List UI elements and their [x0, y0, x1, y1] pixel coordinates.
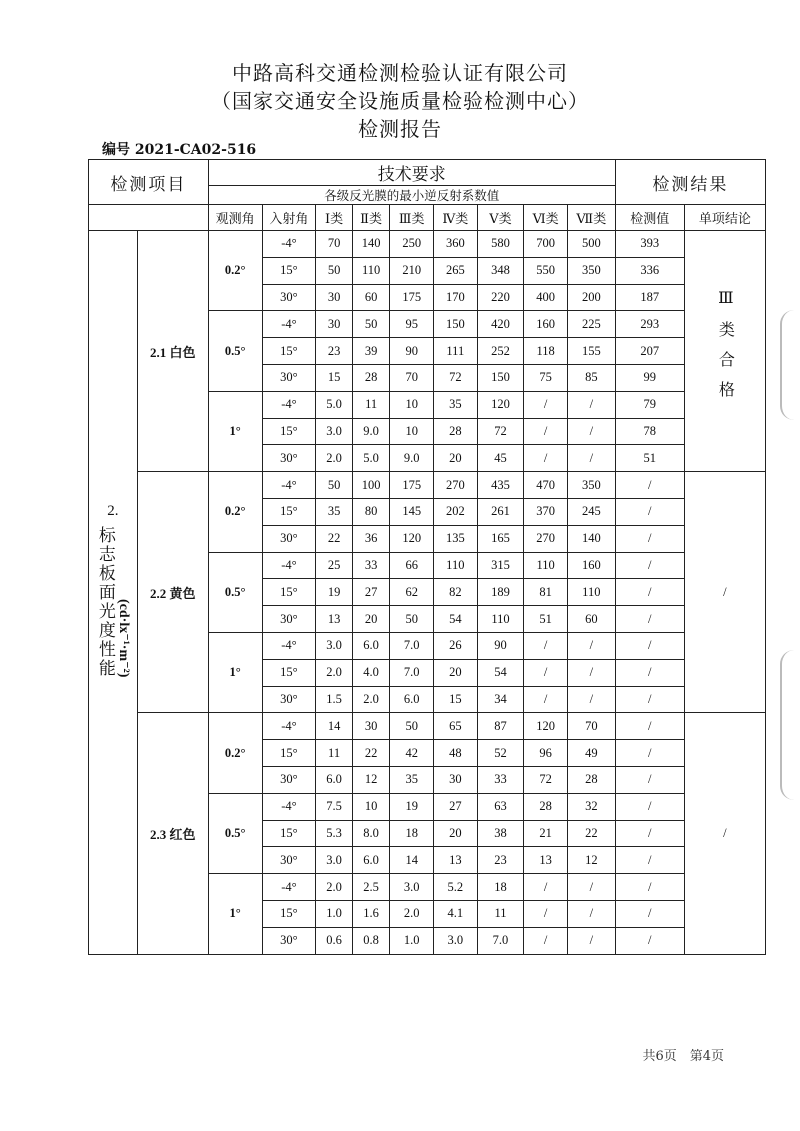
- class-4-value: 265: [434, 257, 478, 284]
- class-5-value: 52: [477, 740, 524, 767]
- class-5-value: 189: [477, 579, 524, 606]
- class-1-value: 30: [316, 311, 353, 338]
- class-7-value: 160: [567, 552, 615, 579]
- class-6-value: 700: [524, 231, 568, 258]
- class-7-value: /: [567, 445, 615, 472]
- class-3-value: 95: [390, 311, 434, 338]
- measured-value: 51: [615, 445, 684, 472]
- class-2-value: 60: [352, 284, 390, 311]
- class-7-value: /: [567, 927, 615, 954]
- class-2-value: 11: [352, 391, 390, 418]
- class-1-value: 22: [316, 525, 353, 552]
- class-7-value: /: [567, 874, 615, 901]
- class-1-value: 25: [316, 552, 353, 579]
- class-7-value: /: [567, 391, 615, 418]
- class-1-value: 2.0: [316, 659, 353, 686]
- class-1-value: 35: [316, 498, 353, 525]
- class-1-value: 3.0: [316, 632, 353, 659]
- incidence-angle: 30°: [262, 686, 316, 713]
- class-4-value: 4.1: [434, 900, 478, 927]
- class-4-value: 54: [434, 606, 478, 633]
- class-5-value: 23: [477, 847, 524, 874]
- document-title: 检测报告: [358, 117, 442, 141]
- class-7-value: /: [567, 659, 615, 686]
- observation-angle: 0.2°: [208, 472, 262, 552]
- incidence-angle: 30°: [262, 445, 316, 472]
- measured-value: 393: [615, 231, 684, 258]
- class-7-value: /: [567, 632, 615, 659]
- class-2-value: 2.5: [352, 874, 390, 901]
- class-1-value: 1.0: [316, 900, 353, 927]
- measured-value: /: [615, 659, 684, 686]
- measured-value: /: [615, 766, 684, 793]
- class-5-value: 261: [477, 498, 524, 525]
- class-2-value: 36: [352, 525, 390, 552]
- verdict-text: /: [723, 584, 727, 599]
- class-3-value: 6.0: [390, 686, 434, 713]
- incidence-angle: 15°: [262, 820, 316, 847]
- class-4-value: 48: [434, 740, 478, 767]
- class-1-value: 3.0: [316, 418, 353, 445]
- class-2-value: 5.0: [352, 445, 390, 472]
- class-6-value: 400: [524, 284, 568, 311]
- class-6-value: /: [524, 900, 568, 927]
- class-5-value: 33: [477, 766, 524, 793]
- class-6-value: /: [524, 632, 568, 659]
- class-2-value: 33: [352, 552, 390, 579]
- class-2-value: 0.8: [352, 927, 390, 954]
- measured-value: /: [615, 847, 684, 874]
- class-7-value: 155: [567, 338, 615, 365]
- class-3-value: 145: [390, 498, 434, 525]
- measured-value: /: [615, 820, 684, 847]
- class-7-value: 22: [567, 820, 615, 847]
- table-row: [89, 713, 766, 740]
- class-1-value: 6.0: [316, 766, 353, 793]
- incidence-angle: 15°: [262, 900, 316, 927]
- class-4-value: 360: [434, 231, 478, 258]
- class-1-value: 5.3: [316, 820, 353, 847]
- class-2-value: 4.0: [352, 659, 390, 686]
- class-2-value: 12: [352, 766, 390, 793]
- class-7-value: 140: [567, 525, 615, 552]
- verdict-text: Ⅲ类合格: [716, 287, 734, 411]
- company-name: 中路高科交通检测检验认证有限公司: [232, 61, 568, 85]
- class-1-value: 1.5: [316, 686, 353, 713]
- class-4-value: 30: [434, 766, 478, 793]
- col-measured-value: 检测值: [615, 205, 684, 231]
- class-2-value: 30: [352, 713, 390, 740]
- item-header: 检测项目: [89, 160, 209, 205]
- class-2-value: 2.0: [352, 686, 390, 713]
- measured-value: /: [615, 606, 684, 633]
- class-7-value: 245: [567, 498, 615, 525]
- category-number: 2.: [107, 502, 119, 519]
- class-6-value: 21: [524, 820, 568, 847]
- incidence-angle: -4°: [262, 632, 316, 659]
- class-7-value: 85: [567, 364, 615, 391]
- incidence-angle: -4°: [262, 713, 316, 740]
- col-class-3: Ⅲ类: [390, 205, 434, 231]
- incidence-angle: 15°: [262, 257, 316, 284]
- color-label: 2.2 黄色: [137, 472, 208, 713]
- class-1-value: 11: [316, 740, 353, 767]
- measured-value: 207: [615, 338, 684, 365]
- table-row: [89, 231, 766, 258]
- class-5-value: 18: [477, 874, 524, 901]
- col-class-2: Ⅱ类: [352, 205, 390, 231]
- col-item-verdict: 单项结论: [684, 205, 765, 231]
- class-1-value: 2.0: [316, 874, 353, 901]
- observation-angle: 1°: [208, 391, 262, 471]
- category-unit: (cd·lx⁻¹·m⁻²): [115, 599, 131, 678]
- class-2-value: 50: [352, 311, 390, 338]
- class-4-value: 270: [434, 472, 478, 499]
- incidence-angle: 30°: [262, 927, 316, 954]
- class-3-value: 7.0: [390, 659, 434, 686]
- class-7-value: 70: [567, 713, 615, 740]
- class-4-value: 13: [434, 847, 478, 874]
- class-5-value: 120: [477, 391, 524, 418]
- class-5-value: 420: [477, 311, 524, 338]
- class-3-value: 50: [390, 606, 434, 633]
- class-6-value: 160: [524, 311, 568, 338]
- class-3-value: 250: [390, 231, 434, 258]
- class-4-value: 15: [434, 686, 478, 713]
- class-2-value: 140: [352, 231, 390, 258]
- tech-requirement-header: 技术要求: [208, 160, 615, 186]
- seal-edge-mark: [780, 650, 800, 800]
- page-indicator: 共6页 第4页: [642, 1049, 724, 1064]
- incidence-angle: 15°: [262, 659, 316, 686]
- class-2-value: 8.0: [352, 820, 390, 847]
- class-1-value: 14: [316, 713, 353, 740]
- class-6-value: 470: [524, 472, 568, 499]
- incidence-angle: 30°: [262, 364, 316, 391]
- col-class-5: Ⅴ类: [477, 205, 524, 231]
- class-5-value: 90: [477, 632, 524, 659]
- class-5-value: 220: [477, 284, 524, 311]
- measured-value: 79: [615, 391, 684, 418]
- class-5-value: 150: [477, 364, 524, 391]
- class-7-value: /: [567, 686, 615, 713]
- seal-edge-mark: [780, 310, 800, 420]
- class-3-value: 90: [390, 338, 434, 365]
- measured-value: 187: [615, 284, 684, 311]
- incidence-angle: 15°: [262, 418, 316, 445]
- class-4-value: 111: [434, 338, 478, 365]
- incidence-angle: -4°: [262, 874, 316, 901]
- class-3-value: 50: [390, 713, 434, 740]
- incidence-angle: 15°: [262, 338, 316, 365]
- color-label: 2.3 红色: [137, 713, 208, 954]
- class-3-value: 19: [390, 793, 434, 820]
- class-4-value: 3.0: [434, 927, 478, 954]
- class-3-value: 35: [390, 766, 434, 793]
- class-1-value: 50: [316, 257, 353, 284]
- class-7-value: 28: [567, 766, 615, 793]
- class-4-value: 20: [434, 820, 478, 847]
- measured-value: /: [615, 793, 684, 820]
- class-1-value: 0.6: [316, 927, 353, 954]
- observation-angle: 0.5°: [208, 311, 262, 391]
- class-3-value: 18: [390, 820, 434, 847]
- class-6-value: 75: [524, 364, 568, 391]
- col-class-1: Ⅰ类: [316, 205, 353, 231]
- report-number: 编号 2021-CA02-516: [102, 142, 257, 158]
- class-3-value: 3.0: [390, 874, 434, 901]
- class-5-value: 315: [477, 552, 524, 579]
- class-2-value: 110: [352, 257, 390, 284]
- class-3-value: 10: [390, 391, 434, 418]
- class-2-value: 10: [352, 793, 390, 820]
- class-7-value: 32: [567, 793, 615, 820]
- class-5-value: 11: [477, 900, 524, 927]
- class-2-value: 6.0: [352, 847, 390, 874]
- class-4-value: 5.2: [434, 874, 478, 901]
- class-7-value: 110: [567, 579, 615, 606]
- measured-value: /: [615, 686, 684, 713]
- class-6-value: 270: [524, 525, 568, 552]
- item-verdict: [684, 472, 765, 713]
- class-2-value: 6.0: [352, 632, 390, 659]
- tech-requirement-subheader: 各级反光膜的最小逆反射系数值: [208, 186, 615, 205]
- class-1-value: 13: [316, 606, 353, 633]
- incidence-angle: 15°: [262, 740, 316, 767]
- incidence-angle: -4°: [262, 391, 316, 418]
- class-6-value: 110: [524, 552, 568, 579]
- class-3-value: 9.0: [390, 445, 434, 472]
- class-7-value: 12: [567, 847, 615, 874]
- class-3-value: 70: [390, 364, 434, 391]
- class-7-value: 200: [567, 284, 615, 311]
- class-5-value: 435: [477, 472, 524, 499]
- class-5-value: 54: [477, 659, 524, 686]
- measured-value: /: [615, 900, 684, 927]
- class-6-value: 81: [524, 579, 568, 606]
- class-4-value: 202: [434, 498, 478, 525]
- class-1-value: 5.0: [316, 391, 353, 418]
- class-5-value: 110: [477, 606, 524, 633]
- measured-value: 293: [615, 311, 684, 338]
- class-6-value: /: [524, 927, 568, 954]
- class-4-value: 170: [434, 284, 478, 311]
- class-6-value: 96: [524, 740, 568, 767]
- class-4-value: 26: [434, 632, 478, 659]
- incidence-angle: 15°: [262, 579, 316, 606]
- class-5-value: 63: [477, 793, 524, 820]
- verdict-text: /: [723, 825, 727, 840]
- class-4-value: 20: [434, 659, 478, 686]
- measured-value: /: [615, 525, 684, 552]
- center-name: （国家交通安全设施质量检验检测中心）: [211, 89, 589, 113]
- result-header: 检测结果: [615, 160, 765, 205]
- class-7-value: /: [567, 900, 615, 927]
- class-3-value: 1.0: [390, 927, 434, 954]
- incidence-angle: -4°: [262, 552, 316, 579]
- category-label: 标志板面光度性能: [95, 525, 115, 678]
- class-3-value: 10: [390, 418, 434, 445]
- class-7-value: 225: [567, 311, 615, 338]
- class-1-value: 7.5: [316, 793, 353, 820]
- class-1-value: 19: [316, 579, 353, 606]
- incidence-angle: 30°: [262, 847, 316, 874]
- class-4-value: 28: [434, 418, 478, 445]
- class-6-value: 370: [524, 498, 568, 525]
- class-5-value: 580: [477, 231, 524, 258]
- class-5-value: 348: [477, 257, 524, 284]
- incidence-angle: 30°: [262, 606, 316, 633]
- class-7-value: 49: [567, 740, 615, 767]
- class-1-value: 30: [316, 284, 353, 311]
- class-5-value: 165: [477, 525, 524, 552]
- incidence-angle: -4°: [262, 311, 316, 338]
- class-3-value: 2.0: [390, 900, 434, 927]
- class-4-value: 65: [434, 713, 478, 740]
- class-3-value: 62: [390, 579, 434, 606]
- observation-angle: 0.5°: [208, 793, 262, 873]
- class-3-value: 120: [390, 525, 434, 552]
- class-4-value: 82: [434, 579, 478, 606]
- class-4-value: 72: [434, 364, 478, 391]
- class-2-value: 28: [352, 364, 390, 391]
- observation-angle: 1°: [208, 632, 262, 712]
- observation-angle: 0.2°: [208, 713, 262, 793]
- class-6-value: /: [524, 418, 568, 445]
- class-2-value: 9.0: [352, 418, 390, 445]
- class-6-value: 28: [524, 793, 568, 820]
- category-cell: [89, 231, 138, 955]
- class-5-value: 72: [477, 418, 524, 445]
- class-3-value: 175: [390, 284, 434, 311]
- class-7-value: 60: [567, 606, 615, 633]
- measured-value: /: [615, 472, 684, 499]
- col-incidence-angle: 入射角: [262, 205, 316, 231]
- measured-value: /: [615, 579, 684, 606]
- class-6-value: /: [524, 659, 568, 686]
- class-5-value: 38: [477, 820, 524, 847]
- col-class-7: Ⅶ类: [567, 205, 615, 231]
- class-7-value: 350: [567, 257, 615, 284]
- class-1-value: 3.0: [316, 847, 353, 874]
- class-6-value: 72: [524, 766, 568, 793]
- measured-value: /: [615, 632, 684, 659]
- observation-angle: 0.5°: [208, 552, 262, 632]
- class-4-value: 27: [434, 793, 478, 820]
- incidence-angle: 30°: [262, 525, 316, 552]
- col-class-4: Ⅳ类: [434, 205, 478, 231]
- incidence-angle: 30°: [262, 284, 316, 311]
- item-verdict: [684, 231, 765, 472]
- measured-value: 336: [615, 257, 684, 284]
- class-7-value: 500: [567, 231, 615, 258]
- class-3-value: 66: [390, 552, 434, 579]
- test-results-table: [88, 159, 766, 955]
- observation-angle: 0.2°: [208, 231, 262, 311]
- class-1-value: 15: [316, 364, 353, 391]
- class-2-value: 80: [352, 498, 390, 525]
- class-6-value: 13: [524, 847, 568, 874]
- class-2-value: 22: [352, 740, 390, 767]
- class-2-value: 1.6: [352, 900, 390, 927]
- class-4-value: 110: [434, 552, 478, 579]
- class-1-value: 70: [316, 231, 353, 258]
- class-5-value: 252: [477, 338, 524, 365]
- measured-value: /: [615, 874, 684, 901]
- class-4-value: 135: [434, 525, 478, 552]
- class-1-value: 23: [316, 338, 353, 365]
- class-1-value: 50: [316, 472, 353, 499]
- measured-value: /: [615, 552, 684, 579]
- class-3-value: 7.0: [390, 632, 434, 659]
- item-verdict: [684, 713, 765, 954]
- class-2-value: 39: [352, 338, 390, 365]
- class-7-value: 350: [567, 472, 615, 499]
- table-row: [89, 472, 766, 499]
- measured-value: /: [615, 927, 684, 954]
- class-4-value: 35: [434, 391, 478, 418]
- incidence-angle: -4°: [262, 472, 316, 499]
- incidence-angle: -4°: [262, 793, 316, 820]
- class-3-value: 14: [390, 847, 434, 874]
- class-3-value: 175: [390, 472, 434, 499]
- class-6-value: 118: [524, 338, 568, 365]
- color-label: 2.1 白色: [137, 231, 208, 472]
- class-6-value: /: [524, 445, 568, 472]
- class-6-value: /: [524, 874, 568, 901]
- class-4-value: 150: [434, 311, 478, 338]
- measured-value: 78: [615, 418, 684, 445]
- empty-header-cell: [89, 205, 209, 231]
- class-7-value: /: [567, 418, 615, 445]
- measured-value: /: [615, 740, 684, 767]
- col-class-6: Ⅵ类: [524, 205, 568, 231]
- class-6-value: /: [524, 391, 568, 418]
- class-2-value: 100: [352, 472, 390, 499]
- measured-value: /: [615, 713, 684, 740]
- class-6-value: 120: [524, 713, 568, 740]
- class-3-value: 210: [390, 257, 434, 284]
- col-observation-angle: 观测角: [208, 205, 262, 231]
- class-5-value: 7.0: [477, 927, 524, 954]
- class-6-value: /: [524, 686, 568, 713]
- observation-angle: 1°: [208, 874, 262, 954]
- incidence-angle: -4°: [262, 231, 316, 258]
- class-1-value: 2.0: [316, 445, 353, 472]
- class-5-value: 45: [477, 445, 524, 472]
- incidence-angle: 15°: [262, 498, 316, 525]
- class-5-value: 34: [477, 686, 524, 713]
- measured-value: 99: [615, 364, 684, 391]
- class-5-value: 87: [477, 713, 524, 740]
- class-6-value: 550: [524, 257, 568, 284]
- class-6-value: 51: [524, 606, 568, 633]
- class-4-value: 20: [434, 445, 478, 472]
- class-2-value: 20: [352, 606, 390, 633]
- class-3-value: 42: [390, 740, 434, 767]
- incidence-angle: 30°: [262, 766, 316, 793]
- measured-value: /: [615, 498, 684, 525]
- class-2-value: 27: [352, 579, 390, 606]
